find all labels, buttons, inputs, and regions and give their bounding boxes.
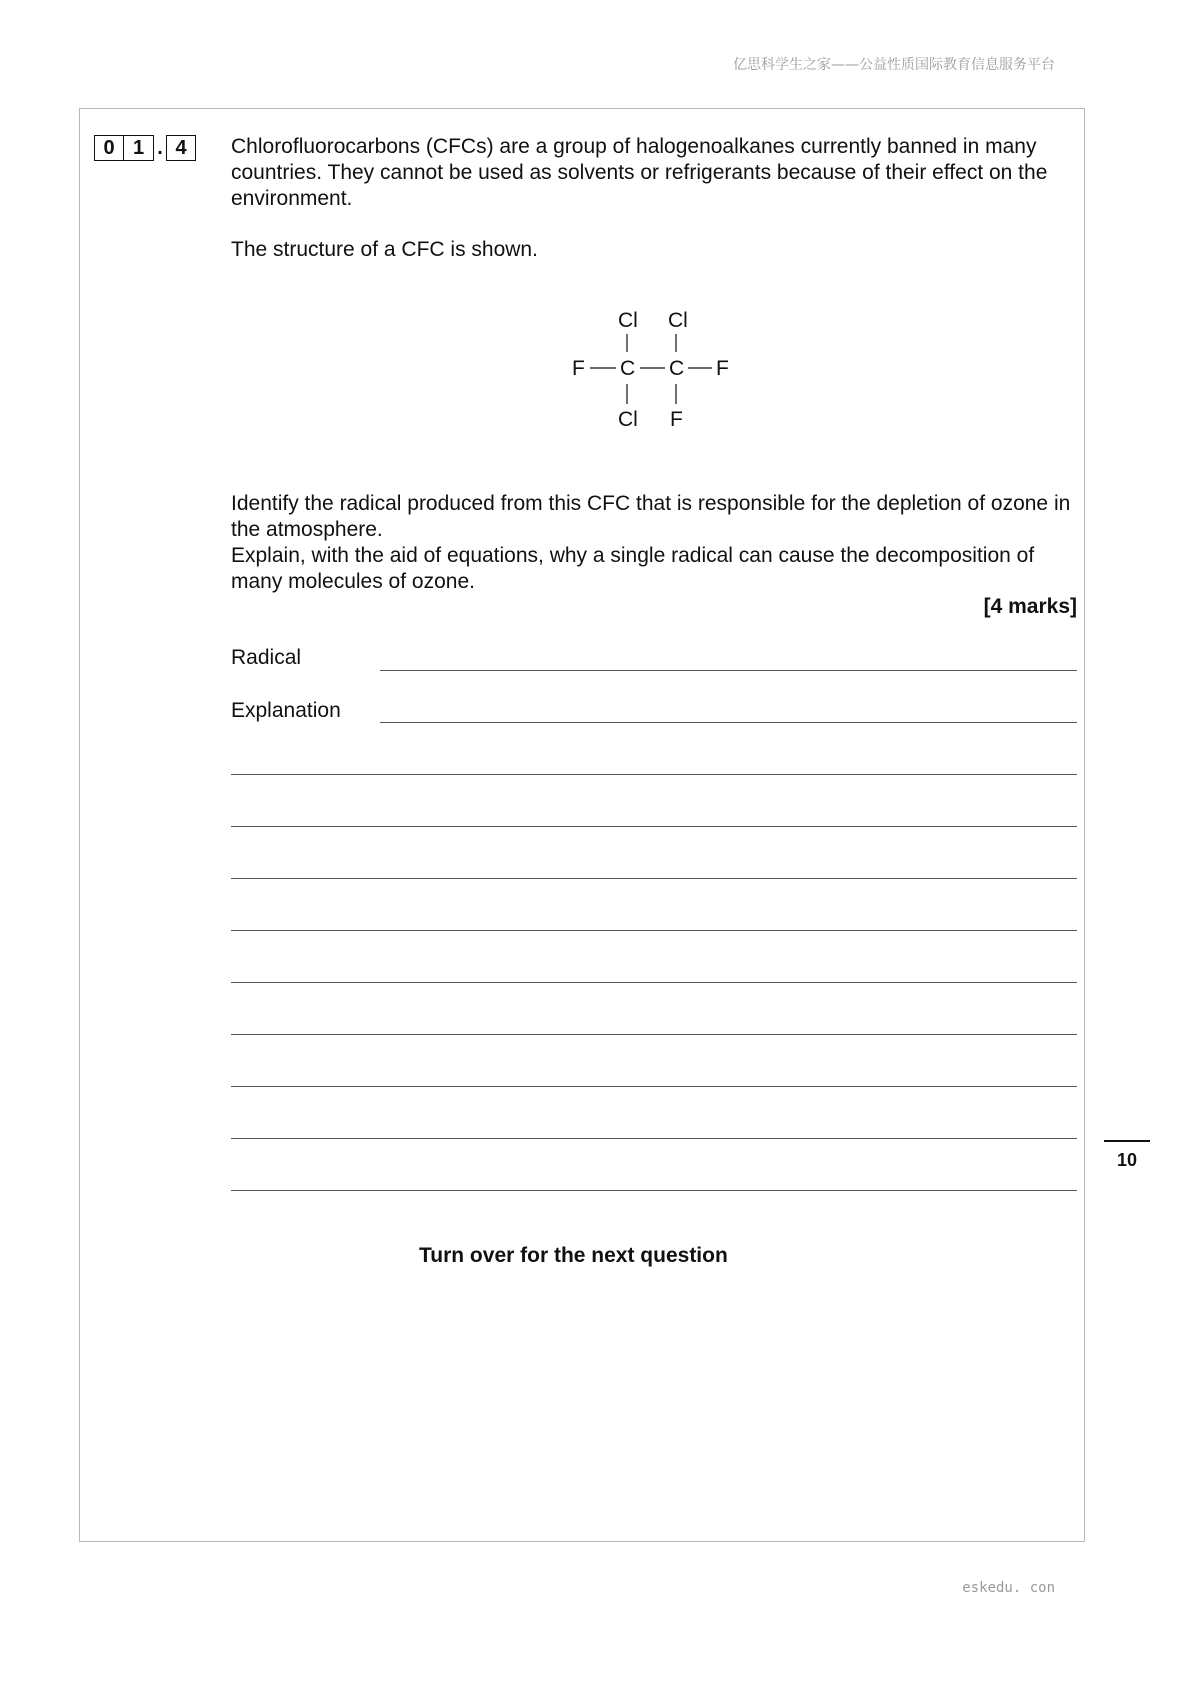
atom-f: F <box>670 408 683 431</box>
answer-line[interactable] <box>231 878 1077 879</box>
margin-total-rule <box>1104 1140 1150 1142</box>
answer-line[interactable] <box>231 1190 1077 1191</box>
atom-cl: Cl <box>668 309 688 332</box>
answer-line[interactable] <box>231 774 1077 775</box>
explanation-answer-line[interactable] <box>380 722 1077 723</box>
margin-total: 10 <box>1116 1150 1138 1170</box>
question-number <box>94 135 196 161</box>
answer-line[interactable] <box>231 982 1077 983</box>
answer-line[interactable] <box>231 1086 1077 1087</box>
header-watermark: 亿思科学生之家——公益性质国际教育信息服务平台 <box>733 57 1055 73</box>
marks-allocation: [4 marks] <box>983 595 1077 618</box>
turn-over-note: Turn over for the next question <box>419 1244 728 1267</box>
atom-f: F <box>716 357 729 380</box>
question-intro: Chlorofluorocarbons (CFCs) are a group of halogenoalkanes currently banned in many countries. They cannot be used as solvents or refrigerants because of their effect on the environment. <box>231 135 1048 210</box>
footer-watermark: eskedu. con <box>962 1580 1055 1596</box>
explanation-label: Explanation <box>231 699 341 722</box>
task-identify: Identify the radical produced from this CFC that is responsible for the depletion of ozone in the atmosphere. <box>231 492 1071 541</box>
answer-line[interactable] <box>231 1138 1077 1139</box>
structure-caption: The structure of a CFC is shown. <box>231 238 538 261</box>
answer-line[interactable] <box>231 930 1077 931</box>
answer-line[interactable] <box>231 1034 1077 1035</box>
task-instructions <box>231 491 1081 595</box>
question-number-digit: 0 <box>94 135 124 161</box>
atom-cl: Cl <box>618 309 638 332</box>
radical-answer-line[interactable] <box>380 670 1077 671</box>
question-part-digit: 4 <box>166 135 196 161</box>
atom-cl: Cl <box>618 408 638 431</box>
question-number-digit: 1 <box>124 135 154 161</box>
task-explain: Explain, with the aid of equations, why a single radical can cause the decomposition of many molecules of ozone. <box>231 544 1035 593</box>
question-number-separator: . <box>157 136 163 159</box>
answer-line[interactable] <box>231 826 1077 827</box>
atom-c: C <box>669 357 685 380</box>
atom-c: C <box>620 357 636 380</box>
bond-lines <box>590 334 712 404</box>
radical-label: Radical <box>231 646 302 669</box>
atom-f: F <box>572 357 585 380</box>
cfc-structure-diagram <box>560 298 760 438</box>
